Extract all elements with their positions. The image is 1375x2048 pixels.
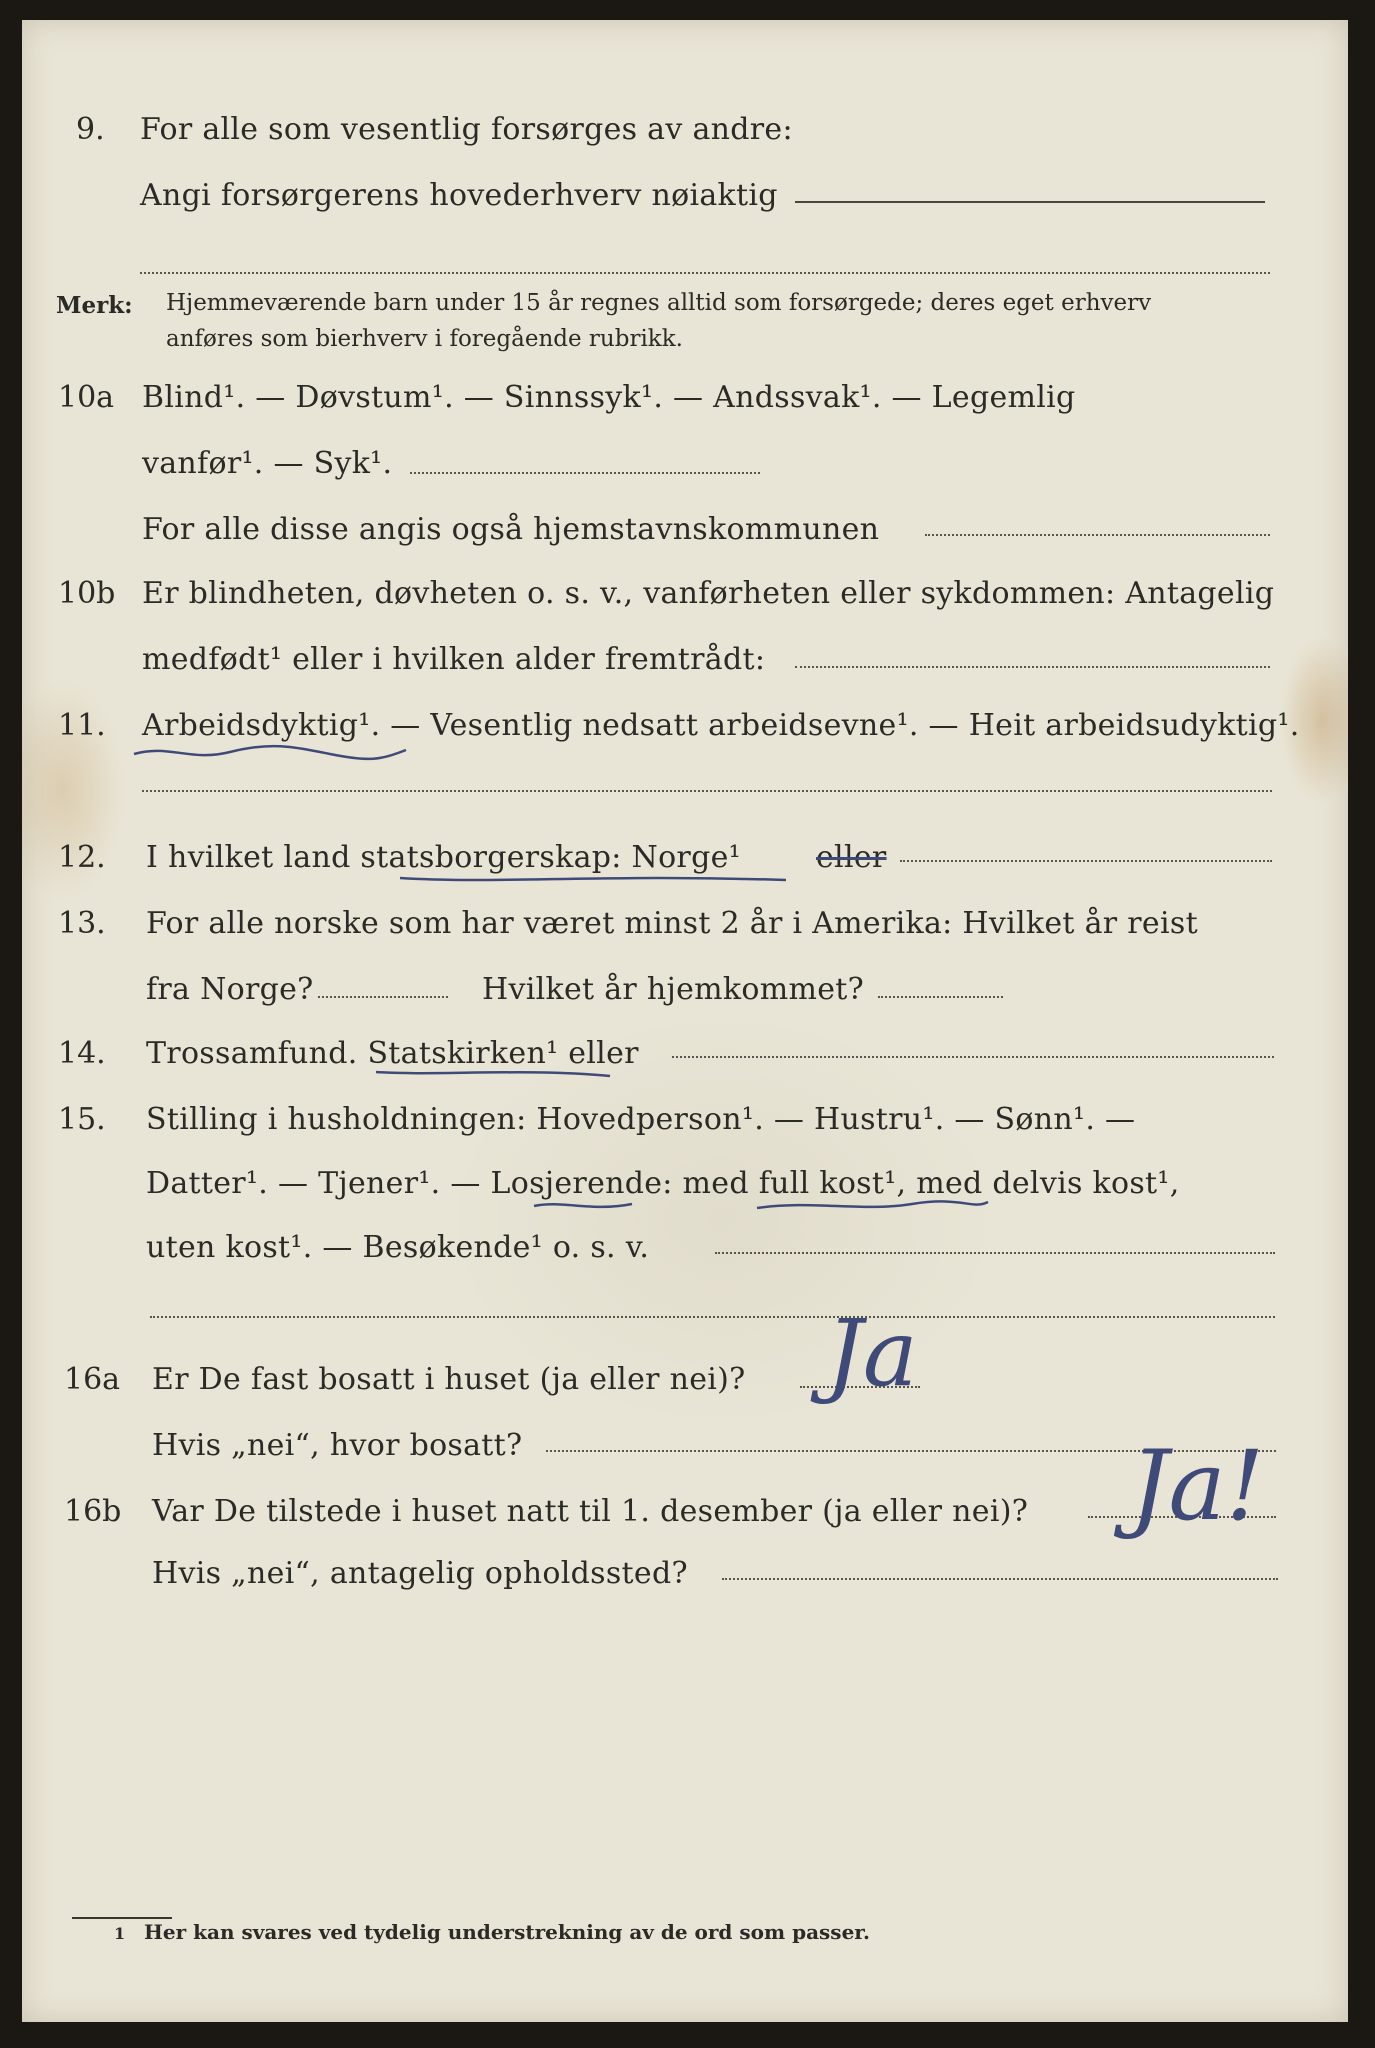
q10a-number: 10a <box>58 380 115 415</box>
q10b-line2: medfødt¹ eller i hvilken alder fremtrådt: <box>142 642 766 677</box>
q16b-number: 16b <box>64 1494 122 1529</box>
q14-line1: Trossamfund. Statskirken¹ eller <box>146 1036 639 1071</box>
footnote-rule <box>72 1917 172 1919</box>
q16b-handwritten-answer: Ja! <box>1130 1430 1265 1542</box>
q11-handwritten-underline <box>130 742 410 764</box>
q9-answer-line <box>795 201 1265 203</box>
q10a-line3: For alle disse angis også hjemstavnskommunen <box>142 512 880 547</box>
merk-line1: Hjemmeværende barn under 15 år regnes alltid som forsørgede; deres eget erhverv <box>166 290 1152 316</box>
q11-number: 11. <box>58 708 106 743</box>
q16a-line2: Hvis „nei“, hvor bosatt? <box>152 1428 523 1463</box>
footnote-text: Her kan svares ved tydelig understrekning av de ord som passer. <box>144 1920 870 1944</box>
q10a-line1: Blind¹. — Døvstum¹. — Sinnssyk¹. — Andssvak¹. — Legemlig <box>142 380 1076 415</box>
q13-line1: For alle norske som har været minst 2 år i Amerika: Hvilket år reist <box>146 906 1198 941</box>
q10b-answer-line <box>795 666 1270 668</box>
q13-number: 13. <box>58 906 106 941</box>
q13-reist-line <box>318 996 448 998</box>
q10a-line2: vanfør¹. — Syk¹. <box>142 446 393 481</box>
form-page <box>22 20 1348 2022</box>
merk-line2: anføres som bierhverv i foregående rubrikk. <box>166 326 683 352</box>
q9-line1: For alle som vesentlig forsørges av andre: <box>140 112 793 147</box>
q13-line2b: Hvilket år hjemkommet? <box>482 972 865 1007</box>
q9-line2: Angi forsørgerens hovederhverv nøiaktig <box>140 178 778 213</box>
q10a-syk-line <box>410 472 760 474</box>
q10b-line1: Er blindheten, døvheten o. s. v., vanførheten eller sykdommen: Antagelig <box>142 576 1275 611</box>
q12-number: 12. <box>58 840 106 875</box>
q12-handwritten-underline <box>398 872 788 888</box>
q12-answer-line <box>900 860 1272 862</box>
q15-line2: Datter¹. — Tjener¹. — Losjerende: med full kost¹, med delvis kost¹, <box>146 1166 1180 1201</box>
q14-handwritten-underline <box>374 1066 614 1082</box>
q10a-kommune-line <box>925 534 1270 536</box>
merk-label: Merk: <box>56 292 133 319</box>
q13-hjemkommet-line <box>878 996 1003 998</box>
q9-number: 9. <box>76 112 105 147</box>
q12-line1: I hvilket land statsborgerskap: Norge¹ <box>146 840 741 875</box>
q11-extra-line <box>142 790 1272 792</box>
footnote-mark: 1 <box>114 1924 126 1943</box>
q16a-line1: Er De fast bosatt i huset (ja eller nei)? <box>152 1362 746 1397</box>
q15-answer-line <box>715 1252 1275 1254</box>
q9-extra-line <box>140 272 1270 274</box>
q16b-line2: Hvis „nei“, antagelig opholdssted? <box>152 1556 688 1591</box>
q15-line3: uten kost¹. — Besøkende¹ o. s. v. <box>146 1230 650 1265</box>
q15-extra-line <box>150 1316 1275 1318</box>
q14-number: 14. <box>58 1036 106 1071</box>
q12-struck-word: eller <box>816 840 887 875</box>
q15-line1: Stilling i husholdningen: Hovedperson¹. — Hustru¹. — Sønn¹. — <box>146 1102 1136 1137</box>
q16b-line1: Var De tilstede i huset natt til 1. desember (ja eller nei)? <box>152 1494 1029 1529</box>
q16b-sted-line <box>722 1578 1278 1580</box>
q15-number: 15. <box>58 1102 106 1137</box>
q16a-number: 16a <box>64 1362 121 1397</box>
q14-answer-line <box>672 1056 1274 1058</box>
q15-handwritten-underline <box>532 1198 992 1216</box>
q13-line2a: fra Norge? <box>146 972 314 1007</box>
q16a-handwritten-answer: Ja <box>826 1300 918 1407</box>
q10b-number: 10b <box>58 576 116 611</box>
q11-line1: Arbeidsdyktig¹. — Vesentlig nedsatt arbeidsevne¹. — Heit arbeidsudyktig¹. <box>142 708 1300 743</box>
